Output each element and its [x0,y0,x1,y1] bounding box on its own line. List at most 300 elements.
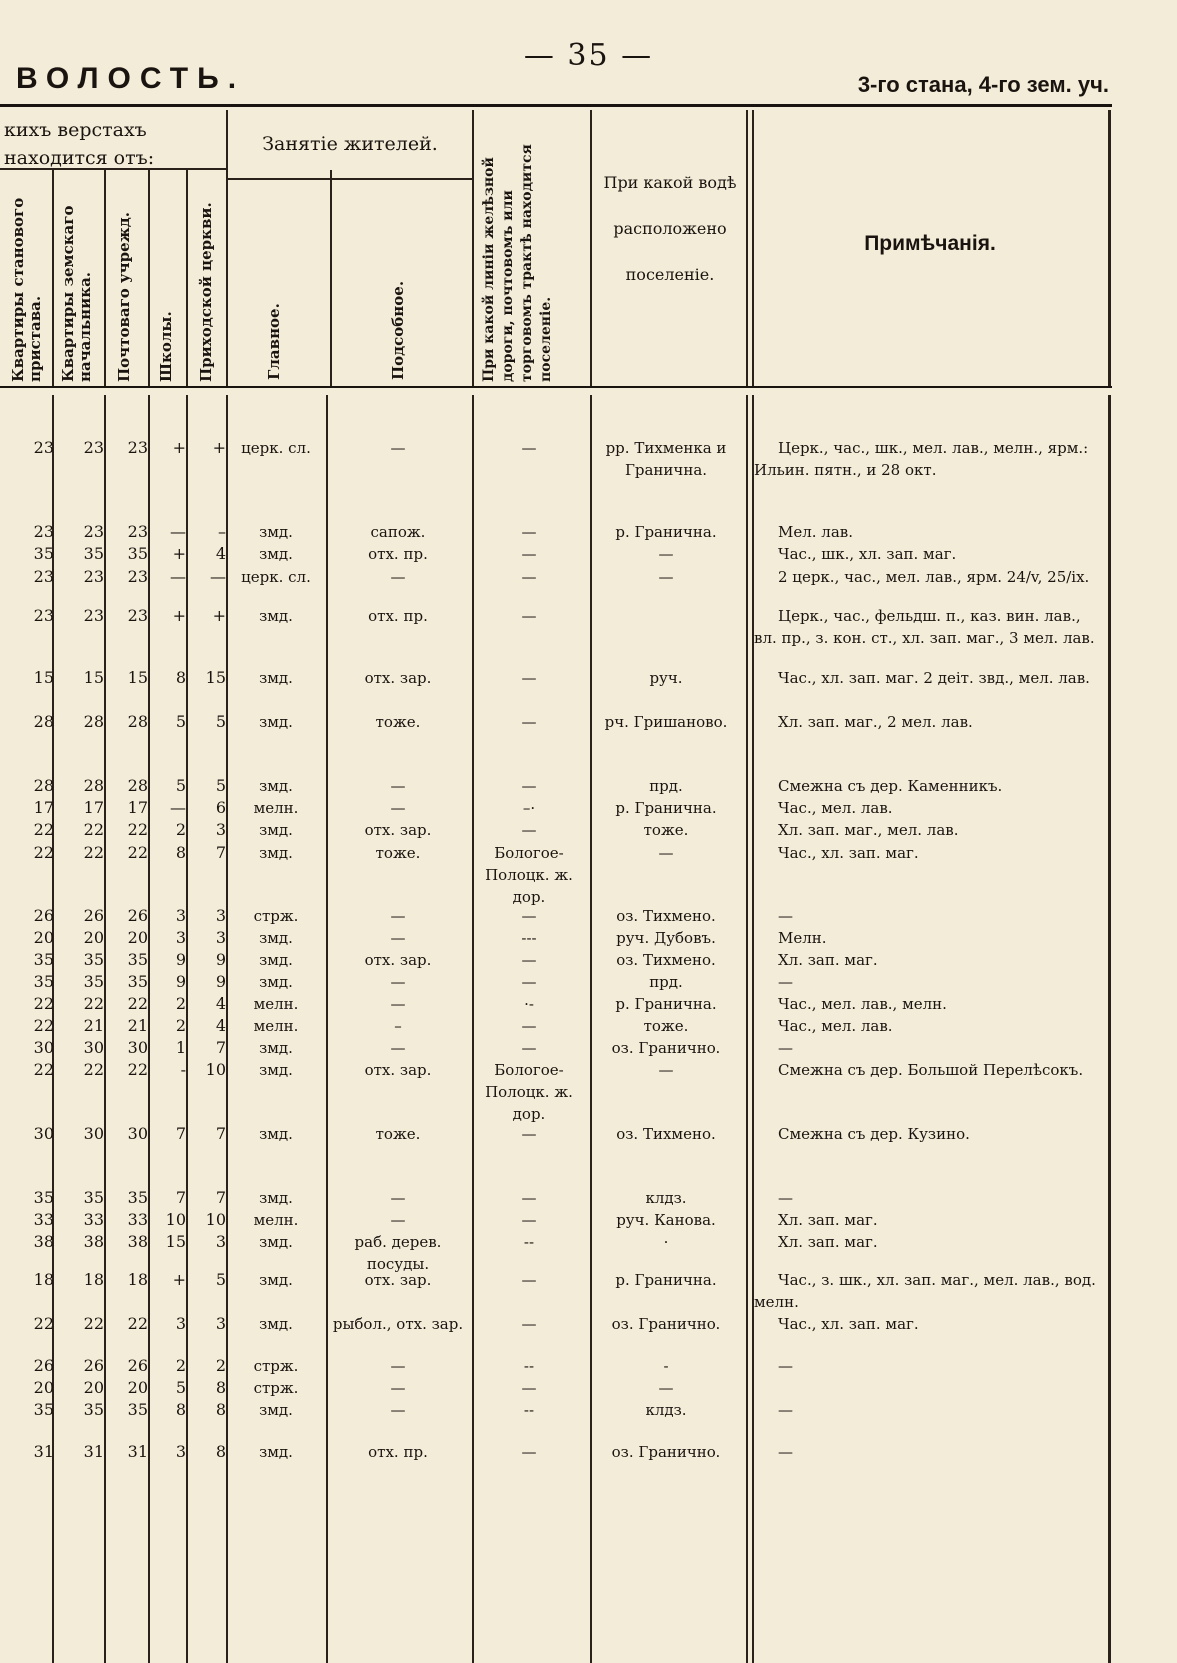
dist-school-cell: 8 [175,1400,186,1419]
water-body-cell: рр. Тихменка и Гранична. [605,439,727,479]
dist-zemsky-cell: 28 [83,712,104,731]
occupation-main-cell: стрж. [253,907,299,925]
notes-cell: Мел. лав. [778,523,853,541]
water-body-cell: тоже. [643,1017,689,1035]
occupation-aux-cell: отх. пр. [368,1443,428,1461]
notes-cell: — [778,1189,793,1207]
occupation-main-cell: змд. [259,1443,293,1461]
dist-stanovoy-cell: 23 [33,522,54,541]
dist-church-cell: 2 [215,1356,226,1375]
water-body-cell: р. Граничнa. [615,1271,717,1289]
road-line-cell: –· [522,799,536,817]
road-line-cell: — [521,439,537,457]
water-body-cell: руч. [649,669,683,687]
dist-zemsky-cell: 22 [83,843,104,862]
occupation-aux-cell: раб. дерев. посуды. [354,1233,442,1273]
dist-church-cell: 8 [215,1442,226,1461]
dist-church-cell: — [210,567,226,586]
dist-church-cell: 4 [215,1016,226,1035]
col-church-header: Приходской церкви. [197,202,215,382]
dist-church-cell: 8 [215,1378,226,1397]
dist-church-cell: 5 [215,776,226,795]
water-body-cell: оз. Тихмено. [616,951,716,969]
top-rule [0,104,1112,107]
dist-post-cell: 22 [127,1060,148,1079]
occupation-aux-cell: — [390,995,406,1013]
dist-church-cell: 3 [215,1232,226,1251]
notes-cell: Час., мел. лав. [778,799,893,817]
road-line-cell: — [521,1039,537,1057]
dist-post-cell: 28 [127,712,148,731]
col-notes-header: Примѣчанія. [864,232,996,255]
water-body-cell: руч. Канова. [616,1211,716,1229]
dist-post-cell: 35 [127,950,148,969]
col-school-header: Школы. [157,311,175,382]
dist-school-cell: 9 [175,972,186,991]
dist-school-cell: 5 [175,1378,186,1397]
dist-zemsky-cell: 23 [83,567,104,586]
water-body-cell: р. Граничнa. [615,523,717,541]
road-line-cell: -- [523,1233,535,1251]
water-body-cell: клдз. [645,1401,687,1419]
dist-zemsky-cell: 31 [83,1442,104,1461]
water-body-cell: — [658,844,674,862]
dist-school-cell: — [170,522,186,541]
notes-cell: Хл. зап. маг. [778,951,878,969]
road-line-cell: -- [523,1401,535,1419]
occupation-main-cell: змд. [259,951,293,969]
water-body-cell: - [663,1357,669,1375]
dist-post-cell: 35 [127,1400,148,1419]
occupation-aux-cell: сапож. [370,523,426,541]
dist-post-cell: 35 [127,544,148,563]
notes-cell: Час., шк., хл. зап. маг. [778,545,957,563]
dist-church-cell: 6 [215,798,226,817]
dist-zemsky-cell: 35 [83,972,104,991]
dist-post-cell: 35 [127,972,148,991]
occupation-aux-cell: — [390,1401,406,1419]
dist-school-cell: 1 [175,1038,186,1057]
occupation-aux-cell: — [390,1039,406,1057]
dist-zemsky-cell: 30 [83,1038,104,1057]
dist-post-cell: 20 [127,928,148,947]
dist-stanovoy-cell: 35 [33,950,54,969]
road-line-cell: — [521,523,537,541]
occupation-aux-cell: отх. пр. [368,607,428,625]
col-main-header: Главное. [265,303,283,380]
header-volost: ВОЛОСТЬ. [16,62,246,95]
road-line-cell: — [521,545,537,563]
notes-cell: Хл. зап. маг. [778,1211,878,1229]
dist-school-cell: 3 [175,1442,186,1461]
road-line-cell: — [521,1443,537,1461]
col-stanovoy-header: Квартиры станового пристава. [9,197,44,382]
dist-zemsky-cell: 26 [83,906,104,925]
dist-stanovoy-cell: 26 [33,906,54,925]
road-line-cell: — [521,607,537,625]
dist-zemsky-cell: 22 [83,820,104,839]
notes-cell: — [778,907,793,925]
water-body-cell: оз. Тихмено. [616,1125,716,1143]
dist-zemsky-cell: 26 [83,1356,104,1375]
water-body-cell: оз. Граничнo. [611,1039,721,1057]
road-line-cell: — [521,568,537,586]
dist-stanovoy-cell: 18 [33,1270,54,1289]
dist-school-cell: — [170,567,186,586]
dist-stanovoy-cell: 23 [33,438,54,457]
water-body-cell: — [658,545,674,563]
notes-cell: Хл. зап. маг. [778,1233,878,1251]
dist-school-cell: 7 [175,1188,186,1207]
col-aux-header: Подсобное. [389,280,407,380]
dist-school-cell: 3 [175,906,186,925]
dist-church-cell: 4 [215,994,226,1013]
dist-church-cell: 7 [215,843,226,862]
dist-school-cell: 7 [175,1124,186,1143]
occupation-main-cell: змд. [259,1315,293,1333]
road-line-cell: — [521,777,537,795]
dist-zemsky-cell: 23 [83,522,104,541]
road-line-cell: Бологое-Полоцк. ж. дор. [485,1061,573,1123]
notes-cell: Смежна съ дер. Большой Перелѣсокъ. [778,1061,1084,1079]
dist-zemsky-cell: 22 [83,1314,104,1333]
occupation-main-cell: змд. [259,1125,293,1143]
water-body-cell: клдз. [645,1189,687,1207]
water-body-cell: р. Граничнa. [615,799,717,817]
road-line-cell: — [521,973,537,991]
occupation-main-cell: змд. [259,545,293,563]
water-body-cell: — [658,1061,674,1079]
dist-school-cell: 5 [175,712,186,731]
water-body-cell: тоже. [643,821,689,839]
header-bottom-rule [0,386,1112,388]
dist-school-cell: + [172,438,186,457]
dist-zemsky-cell: 22 [83,1060,104,1079]
notes-cell: Хл. зап. маг., 2 мел. лав. [778,713,973,731]
occupation-main-cell: мелн. [253,1211,299,1229]
notes-cell: — [778,973,793,991]
occupation-main-cell: мелн. [253,799,299,817]
dist-post-cell: 28 [127,776,148,795]
dist-post-cell: 23 [127,438,148,457]
dist-church-cell: – [218,522,226,541]
dist-post-cell: 17 [127,798,148,817]
dist-stanovoy-cell: 20 [33,928,54,947]
dist-church-cell: 8 [215,1400,226,1419]
dist-zemsky-cell: 23 [83,606,104,625]
occupation-main-cell: мелн. [253,995,299,1013]
col-post-header: Почтоваго учрежд. [115,212,133,382]
road-line-cell: — [521,1017,537,1035]
dist-stanovoy-cell: 31 [33,1442,54,1461]
dist-church-cell: 3 [215,820,226,839]
road-line-cell: --- [521,929,537,947]
dist-church-cell: 10 [205,1060,226,1079]
dist-school-cell: 8 [175,668,186,687]
dist-zemsky-cell: 35 [83,1400,104,1419]
header-stan: 3-го стана, 4-го зем. уч. [857,72,1109,97]
occupation-aux-cell: отх. зар. [364,1271,432,1289]
water-body-cell: прд. [649,973,683,991]
water-body-cell: · [663,1233,669,1251]
dist-stanovoy-cell: 23 [33,567,54,586]
occupation-main-cell: церк. сл. [241,439,311,457]
dist-church-cell: 5 [215,712,226,731]
dist-school-cell: 2 [175,1356,186,1375]
water-body-cell: оз. Граничнo. [611,1443,721,1461]
dist-stanovoy-cell: 22 [33,1016,54,1035]
road-line-cell: — [521,713,537,731]
road-line-cell: — [521,1271,537,1289]
page-number: — 35 — [523,38,654,73]
occupation-main-cell: змд. [259,1233,293,1251]
dist-church-cell: 4 [215,544,226,563]
occupation-aux-cell: отх. пр. [368,545,428,563]
dist-stanovoy-cell: 26 [33,1356,54,1375]
col-zemsky-header: Квартиры земскаго начальника. [59,205,94,382]
occupation-main-cell: змд. [259,973,293,991]
dist-zemsky-cell: 15 [83,668,104,687]
dist-stanovoy-cell: 22 [33,1314,54,1333]
dist-church-cell: 7 [215,1038,226,1057]
occupation-aux-cell: тоже. [375,1125,421,1143]
notes-cell: Час., мел. лав. [778,1017,893,1035]
occupation-main-cell: змд. [259,669,293,687]
notes-cell: Церк., час., шк., мел. лав., мелн., ярм.: Ильин. пятн., и 28 окт. [754,439,1089,479]
dist-school-cell: 2 [175,820,186,839]
dist-zemsky-cell: 33 [83,1210,104,1229]
dist-stanovoy-cell: 35 [33,1188,54,1207]
dist-school-cell: 5 [175,776,186,795]
dist-church-cell: 3 [215,1314,226,1333]
occupation-main-cell: стрж. [253,1357,299,1375]
occupation-main-cell: змд. [259,929,293,947]
notes-cell: 2 церк., час., мел. лав., ярм. 24/v, 25/ix. [778,568,1090,586]
dist-post-cell: 15 [127,668,148,687]
dist-stanovoy-cell: 23 [33,606,54,625]
road-line-cell: — [521,951,537,969]
road-line-cell: — [521,1211,537,1229]
road-line-cell: — [521,1315,537,1333]
occupation-aux-cell: — [390,1211,406,1229]
occupation-aux-cell: — [390,973,406,991]
dist-post-cell: 31 [127,1442,148,1461]
occupation-group-header: Занятіе жителей. [262,133,438,155]
notes-cell: — [778,1401,793,1419]
notes-cell: Церк., час., фельдш. п., каз. вин. лав., вл. пр., з. кон. ст., хл. зап. маг., 3 мел. лав. [754,607,1095,647]
dist-stanovoy-cell: 28 [33,776,54,795]
dist-zemsky-cell: 18 [83,1270,104,1289]
dist-post-cell: 21 [127,1016,148,1035]
dist-school-cell: 2 [175,994,186,1013]
occupation-aux-cell: — [390,1189,406,1207]
dist-zemsky-cell: 35 [83,1188,104,1207]
dist-post-cell: 23 [127,522,148,541]
dist-post-cell: 22 [127,843,148,862]
dist-church-cell: 7 [215,1124,226,1143]
road-line-cell: -- [523,1357,535,1375]
occupation-main-cell: стрж. [253,1379,299,1397]
dist-school-cell: + [172,606,186,625]
dist-post-cell: 33 [127,1210,148,1229]
occupation-aux-cell: — [390,568,406,586]
occupation-aux-cell: тоже. [375,844,421,862]
dist-stanovoy-cell: 22 [33,820,54,839]
occupation-aux-cell: — [390,777,406,795]
notes-cell: Час., хл. зап. маг. [778,1315,919,1333]
occupation-aux-cell: – [394,1017,402,1035]
dist-post-cell: 30 [127,1124,148,1143]
dist-stanovoy-cell: 35 [33,972,54,991]
dist-post-cell: 23 [127,606,148,625]
occupation-main-cell: церк. сл. [241,568,311,586]
dist-stanovoy-cell: 22 [33,994,54,1013]
occupation-aux-cell: — [390,1357,406,1375]
dist-stanovoy-cell: 28 [33,712,54,731]
dist-post-cell: 20 [127,1378,148,1397]
occupation-aux-cell: рыбол., отх. зар. [332,1315,464,1333]
occupation-main-cell: змд. [259,607,293,625]
notes-cell: Час., мел. лав., мелн. [778,995,947,1013]
dist-post-cell: 22 [127,1314,148,1333]
dist-post-cell: 22 [127,994,148,1013]
dist-school-cell: + [172,544,186,563]
occupation-aux-cell: — [390,929,406,947]
notes-cell: Хл. зап. маг., мел. лав. [778,821,959,839]
dist-stanovoy-cell: 15 [33,668,54,687]
occupation-aux-cell: — [390,799,406,817]
road-line-cell: ·- [524,995,534,1013]
water-body-cell: — [658,1379,674,1397]
occupation-aux-cell: отх. зар. [364,1061,432,1079]
dist-school-cell: 8 [175,843,186,862]
water-body-cell: р. Граничнa. [615,995,717,1013]
dist-zemsky-cell: 35 [83,950,104,969]
occupation-main-cell: змд. [259,713,293,731]
dist-zemsky-cell: 20 [83,1378,104,1397]
dist-school-cell: 2 [175,1016,186,1035]
road-line-cell: — [521,1125,537,1143]
notes-cell: Смежна съ дер. Кузино. [778,1125,970,1143]
occupation-main-cell: змд. [259,821,293,839]
water-body-cell: прд. [649,777,683,795]
dist-zemsky-cell: 23 [83,438,104,457]
occupation-main-cell: мелн. [253,1017,299,1035]
road-line-cell: — [521,1379,537,1397]
dist-post-cell: 30 [127,1038,148,1057]
distance-group-header: кихъ верстахъ находится отъ: [4,119,155,169]
notes-cell: Смежна съ дер. Каменникъ. [778,777,1003,795]
dist-church-cell: + [212,438,226,457]
table-header [0,110,1112,388]
dist-school-cell: - [180,1060,186,1079]
occupation-main-cell: змд. [259,777,293,795]
dist-school-cell: + [172,1270,186,1289]
notes-cell: — [778,1039,793,1057]
dist-post-cell: 26 [127,1356,148,1375]
dist-zemsky-cell: 22 [83,994,104,1013]
dist-church-cell: 3 [215,906,226,925]
dist-school-cell: — [170,798,186,817]
water-body-cell: оз. Граничнo. [611,1315,721,1333]
dist-zemsky-cell: 30 [83,1124,104,1143]
dist-zemsky-cell: 17 [83,798,104,817]
dist-stanovoy-cell: 22 [33,843,54,862]
dist-zemsky-cell: 21 [83,1016,104,1035]
dist-post-cell: 35 [127,1188,148,1207]
notes-cell: — [778,1443,793,1461]
road-line-cell: — [521,821,537,839]
dist-school-cell: 3 [175,1314,186,1333]
dist-school-cell: 10 [165,1210,186,1229]
dist-stanovoy-cell: 30 [33,1038,54,1057]
dist-zemsky-cell: 28 [83,776,104,795]
dist-stanovoy-cell: 20 [33,1378,54,1397]
col-road-header: При какой линіи желѣзной дороги, почтовомъ или торговомъ трактѣ находится поселеніе. [481,144,554,382]
occupation-aux-cell: тоже. [375,713,421,731]
occupation-aux-cell: — [390,907,406,925]
dist-stanovoy-cell: 38 [33,1232,54,1251]
dist-stanovoy-cell: 33 [33,1210,54,1229]
water-body-cell: руч. Дубовъ. [616,929,716,947]
road-line-cell: Бологое-Полоцк. ж. дор. [485,844,573,906]
dist-church-cell: 9 [215,950,226,969]
notes-cell: Час., хл. зап. маг. [778,844,919,862]
dist-post-cell: 18 [127,1270,148,1289]
dist-church-cell: 10 [205,1210,226,1229]
occupation-aux-cell: отх. зар. [364,669,432,687]
dist-stanovoy-cell: 35 [33,544,54,563]
dist-stanovoy-cell: 22 [33,1060,54,1079]
dist-post-cell: 38 [127,1232,148,1251]
occupation-main-cell: змд. [259,1401,293,1419]
dist-church-cell: 9 [215,972,226,991]
occupation-aux-cell: — [390,439,406,457]
dist-post-cell: 26 [127,906,148,925]
dist-zemsky-cell: 35 [83,544,104,563]
occupation-aux-cell: отх. зар. [364,951,432,969]
notes-cell: Мелн. [778,929,827,947]
road-line-cell: — [521,669,537,687]
occupation-main-cell: змд. [259,844,293,862]
occupation-main-cell: змд. [259,1061,293,1079]
occupation-main-cell: змд. [259,1189,293,1207]
col-water-header: При какой водѣ расположено поселеніе. [603,173,737,284]
dist-zemsky-cell: 20 [83,928,104,947]
occupation-main-cell: змд. [259,1271,293,1289]
dist-post-cell: 22 [127,820,148,839]
dist-school-cell: 15 [165,1232,186,1251]
road-line-cell: — [521,907,537,925]
dist-church-cell: 15 [205,668,226,687]
dist-zemsky-cell: 38 [83,1232,104,1251]
dist-post-cell: 23 [127,567,148,586]
water-body-cell: оз. Тихмено. [616,907,716,925]
dist-stanovoy-cell: 30 [33,1124,54,1143]
road-line-cell: — [521,1189,537,1207]
notes-cell: — [778,1357,793,1375]
water-body-cell: — [658,568,674,586]
dist-church-cell: + [212,606,226,625]
dist-stanovoy-cell: 35 [33,1400,54,1419]
notes-cell: Час., хл. зап. маг. 2 деіт. звд., мел. лав. [778,669,1090,687]
dist-stanovoy-cell: 17 [33,798,54,817]
occupation-aux-cell: отх. зар. [364,821,432,839]
occupation-main-cell: змд. [259,523,293,541]
dist-school-cell: 9 [175,950,186,969]
dist-school-cell: 3 [175,928,186,947]
notes-cell: Час., з. шк., хл. зап. маг., мел. лав., вод. мелн. [754,1271,1096,1311]
